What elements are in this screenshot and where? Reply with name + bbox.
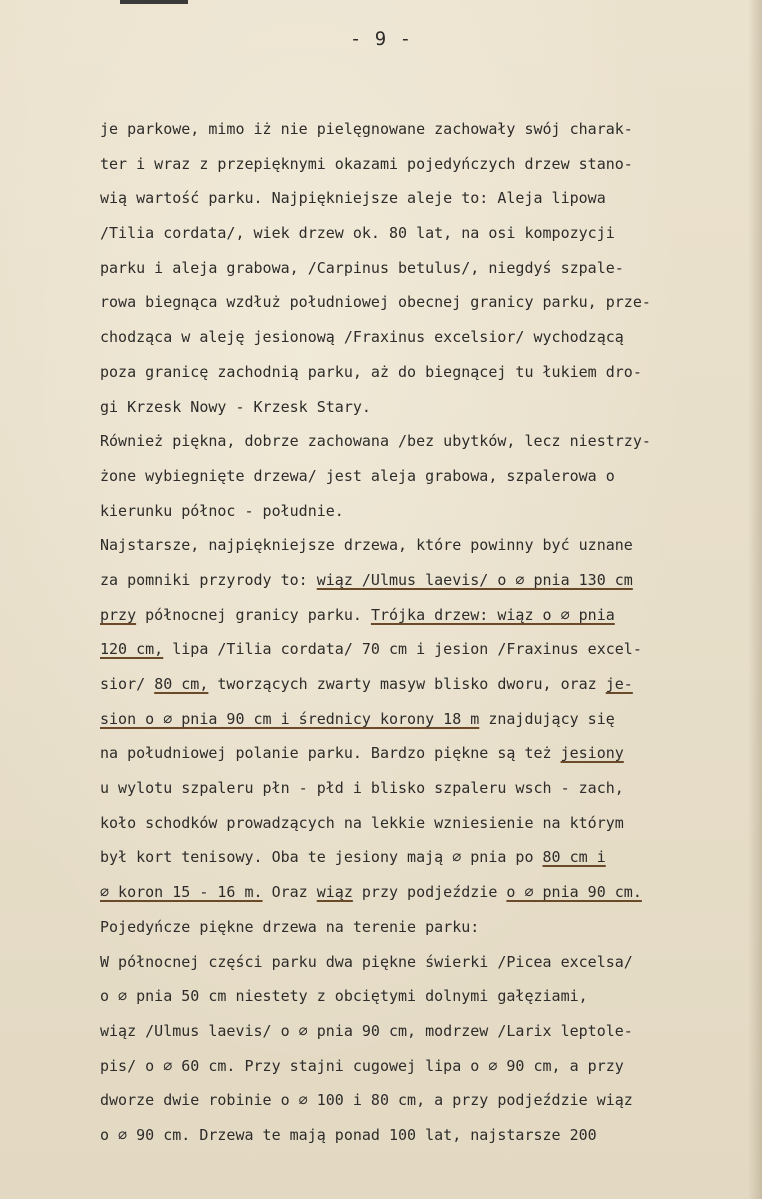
text-segment: północnej granicy parku. xyxy=(136,605,371,624)
text-segment: W północnej części parku dwa piękne świerki /Picea excelsa/ xyxy=(100,952,633,971)
text-line xyxy=(100,355,760,390)
text-segment: Oraz xyxy=(262,883,317,902)
text-line xyxy=(100,806,760,841)
top-edge-mark xyxy=(120,0,188,4)
text-segment: sior/ xyxy=(100,675,155,693)
text-segment: ter i wraz z przepięknymi okazami pojedyńczych drzew stano- xyxy=(100,154,633,173)
text-segment: wiąz /Ulmus laevis/ o ∅ pnia 90 cm, modrzew /Larix leptole- xyxy=(100,1021,633,1040)
text-line xyxy=(100,528,760,563)
underlined-text: Trójka drzew: wiąz o ∅ pnia xyxy=(370,605,615,624)
text-segment: rowa biegnąca wzdłuż południowej obecnej granicy parku, prze- xyxy=(100,293,651,312)
text-line xyxy=(100,320,760,355)
text-line xyxy=(100,1014,760,1049)
underlined-text: sion o ∅ pnia 90 cm i średnicy korony 18 m xyxy=(100,709,480,728)
underlined-text: wiąz xyxy=(316,883,353,902)
text-line xyxy=(100,875,760,910)
text-segment: żone wybiegnięte drzewa/ jest aleja grabowa, szpalerowa o xyxy=(100,466,615,485)
text-line xyxy=(100,216,760,251)
text-segment: wią wartość parku. Najpiękniejsze aleje to: Aleja lipowa xyxy=(100,189,606,208)
underlined-text: o ∅ pnia 90 cm. xyxy=(506,883,642,902)
underlined-text: 80 cm i xyxy=(542,848,606,867)
body-text xyxy=(100,112,760,1153)
text-line xyxy=(100,1083,760,1118)
text-line xyxy=(100,1049,760,1084)
text-segment: u wylotu szpaleru płn - płd i blisko szpaleru wsch - zach, xyxy=(100,779,624,798)
text-line xyxy=(100,598,760,633)
text-segment: koło schodków prowadzących na lekkie wzniesienie na którym xyxy=(100,813,624,832)
text-segment: je parkowe, mimo iż nie pielęgnowane zachowały swój charak- xyxy=(100,120,633,138)
text-segment: poza granicę zachodnią parku, aż do biegnącej tu łukiem dro- xyxy=(100,362,642,381)
text-segment: gi Krzesk Nowy - Krzesk Stary. xyxy=(100,397,371,416)
underlined-text: ∅ koron 15 - 16 m. xyxy=(100,883,263,902)
underlined-text: 80 cm, xyxy=(154,675,209,693)
text-line xyxy=(100,702,760,737)
text-segment: parku i aleja grabowa, /Carpinus betulus/, niegdyś szpale- xyxy=(100,258,624,277)
text-line xyxy=(100,459,760,494)
text-line xyxy=(100,112,760,147)
text-line xyxy=(100,563,760,598)
text-line xyxy=(100,390,760,425)
text-line xyxy=(100,424,760,459)
text-line xyxy=(100,979,760,1014)
text-segment: dworze dwie robinie o ∅ 100 i 80 cm, a przy podjeździe wiąz xyxy=(100,1091,633,1110)
text-segment: tworzących zwarty masyw blisko dworu, oraz xyxy=(208,675,606,693)
text-line xyxy=(100,285,760,320)
text-line xyxy=(100,840,760,875)
text-segment: /Tilia cordata/, wiek drzew ok. 80 lat, na osi kompozycji xyxy=(100,224,615,243)
text-segment: znajdujący się xyxy=(479,709,615,728)
text-segment: Najstarsze, najpiękniejsze drzewa, które powinny być uznane xyxy=(100,536,633,555)
underlined-text: 120 cm, xyxy=(100,640,164,659)
text-segment: o ∅ 90 cm. Drzewa te mają ponad 100 lat, najstarsze 200 xyxy=(100,1125,597,1144)
text-segment: Pojedyńcze piękne drzewa na terenie parku: xyxy=(100,917,480,936)
text-line xyxy=(100,910,760,945)
text-line xyxy=(100,147,760,182)
text-segment: chodząca w aleję jesionową /Fraxinus excelsior/ wychodzącą xyxy=(100,328,624,347)
text-line xyxy=(100,945,760,980)
text-segment: za pomniki przyrody to: xyxy=(100,570,317,589)
text-segment: o ∅ pnia 50 cm niestety z obciętymi dolnymi gałęziami, xyxy=(100,987,588,1006)
text-segment: przy podjeździe xyxy=(352,883,507,902)
text-line xyxy=(100,251,760,286)
text-line xyxy=(100,771,760,806)
text-line xyxy=(100,667,760,702)
text-segment: na południowej polanie parku. Bardzo piękne są też xyxy=(100,744,561,763)
underlined-text: przy xyxy=(100,605,137,624)
text-segment: lipa /Tilia cordata/ 70 cm i jesion /Fraxinus excel- xyxy=(163,640,642,659)
text-line xyxy=(100,181,760,216)
text-segment: kierunku północ - południe. xyxy=(100,501,344,520)
underlined-text: jesiony xyxy=(560,744,624,763)
text-line xyxy=(100,632,760,667)
text-line xyxy=(100,494,760,529)
text-line xyxy=(100,736,760,771)
underlined-text: je- xyxy=(605,675,633,693)
underlined-text: wiąz /Ulmus laevis/ o ∅ pnia 130 cm xyxy=(316,570,633,589)
text-segment: pis/ o ∅ 60 cm. Przy stajni cugowej lipa o ∅ 90 cm, a przy xyxy=(100,1056,624,1075)
text-segment: Również piękna, dobrze zachowana /bez ubytków, lecz niestrzy- xyxy=(100,432,651,451)
text-segment: był kort tenisowy. Oba te jesiony mają ∅ pnia po xyxy=(100,848,543,867)
page-number: - 9 - xyxy=(349,28,413,50)
text-line xyxy=(100,1118,760,1153)
